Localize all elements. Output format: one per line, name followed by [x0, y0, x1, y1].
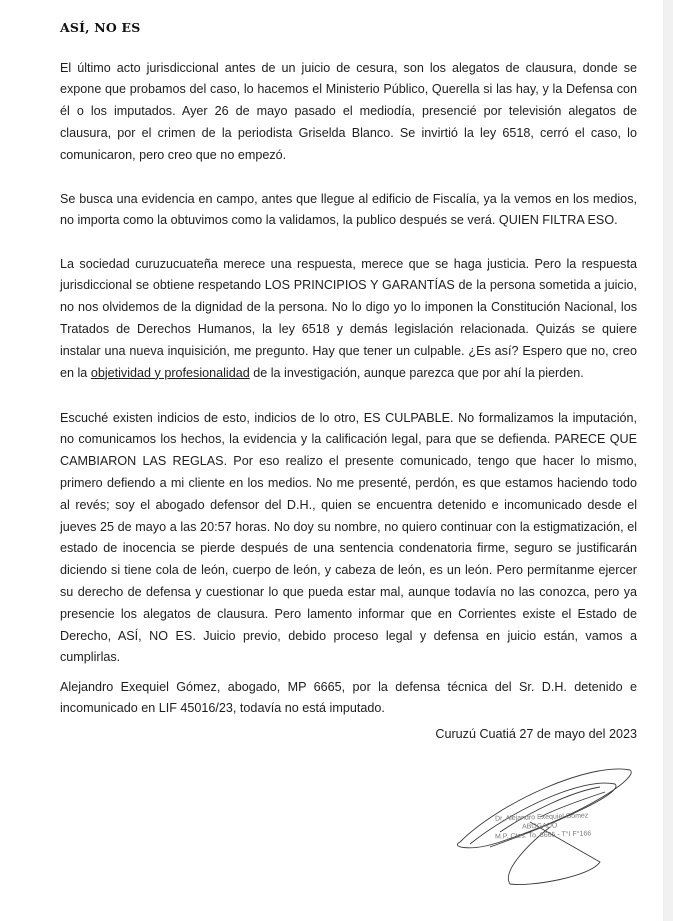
place-and-date: Curuzú Cuatiá 27 de mayo del 2023 [435, 727, 637, 741]
handwritten-signature [440, 762, 640, 902]
stamp-name: Dr. Alejandro Exequiel Gomez [494, 812, 589, 823]
paragraph-2: Se busca una evidencia en campo, antes que llegue al edificio de Fiscalía, ya la vemos en los medios, no importa como la obtuvimos como la validamos, la publico después se verá. QUIEN FILTRA ESO. [60, 191, 637, 228]
underlined-phrase: objetividad y profesionalidad [90, 365, 250, 380]
paragraph-5-author-statement: Alejandro Exequiel Gómez, abogado, MP 6665, por la defensa técnica del Sr. D.H. detenido e incomunicado en LIF 45016/23, todavía no está imputado. [60, 679, 637, 716]
paragraph-3-text-before: La sociedad curuzucuateña merece una respuesta, merece que se haga justicia. Pero la respuesta jurisdiccional se obtiene respetando LOS PRINCIPIOS Y GARANTÍAS de la persona sometida a juicio, no nos olvidemos de la dignidad de la persona. No lo digo yo lo imponen la Constitución Nacional, los Tratados de Derechos Humanos, la ley 6518 y demás legislación relacionada. Quizás se quiere instalar una nueva inquisición, me pregunto. Hay que tener un culpable. ¿Es así? Espero que no, creo en la [60, 256, 637, 380]
paragraph-3 [60, 254, 637, 385]
paragraph-4: Escuché existen indicios de esto, indicios de lo otro, ES CULPABLE. No formalizamos la imputación, no comunicamos los hechos, la evidencia y la calificación legal, para que se defienda. PARECE QUE CAMBIARON LAS REGLAS. Por eso realizo el presente comunicado, tengo que hacer lo mismo, primero defiendo a mi cliente en los medios. No me presenté, perdón, es que estamos haciendo todo al revés; soy el abogado defensor del D.H., quien se encuentra detenido e incomunicado desde el jueves 25 de mayo a las 20:57 horas. No doy su nombre, no quiero continuar con la estigmatización, el estado de inocencia se pierde después de una sentencia condenatoria firme, seguro se justificarán diciendo si tiene cola de león, cuerpo de león, y cabeza de león, es un león. Pero permítanme ejercer su derecho de defensa y cuestionar lo que pueda estar mal, aunque todavía no las conozca, pero ya presencie los alegatos de clausura. Pero lamento informar que en Corrientes existe el Estado de Derecho, ASÍ, NO ES. Juicio previo, debido proceso legal y defensa en juicio están, vamos a cumplirlas. [60, 410, 637, 665]
page-edge-strip [663, 0, 673, 921]
stamp-registration: M.P. Ctes. To. 6665 - T°I F°166 [494, 830, 592, 841]
paragraph-3-text-after: de la investigación, aunque parezca que por ahí la pierden. [249, 365, 584, 380]
paragraph-1: El último acto jurisdiccional antes de un juicio de cesura, son los alegatos de clausura, donde se expone que probamos del caso, lo hacemos el Ministerio Público, Querella si las hay, y la Defensa con él o los imputados. Ayer 26 de mayo pasado el mediodía, presencié por televisión alegatos de clausura, por el crimen de la periodista Griselda Blanco. Se invirtió la ley 6518, cerró el caso, lo comunicaron, pero creo que no empezó. [60, 60, 637, 162]
stamp-title: ABOGADO [521, 822, 558, 831]
document-title: ASÍ, NO ES [60, 20, 141, 35]
